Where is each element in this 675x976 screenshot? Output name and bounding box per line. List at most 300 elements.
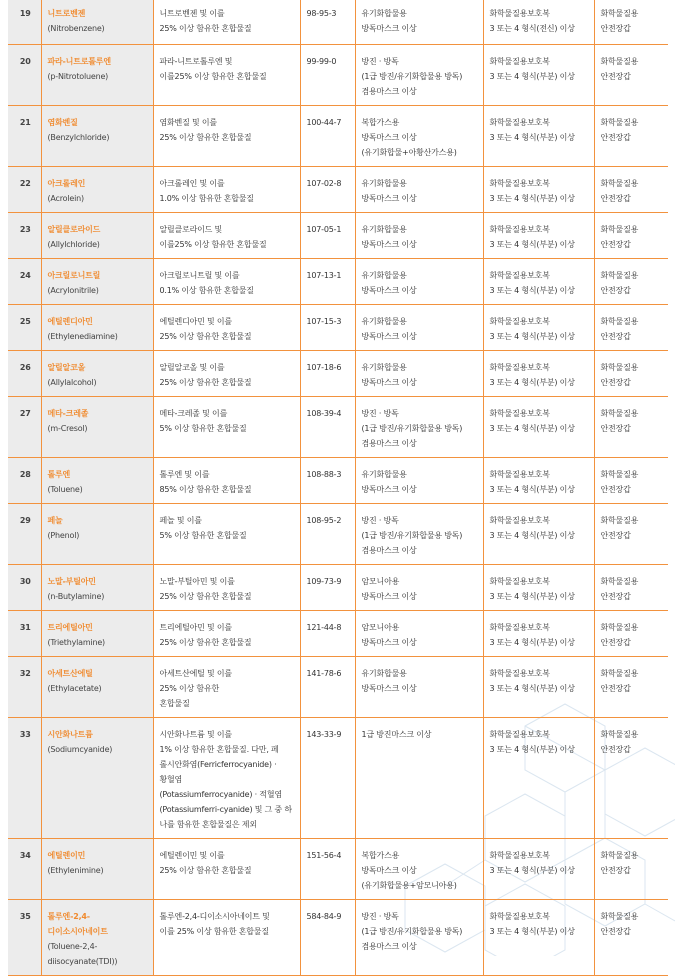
content-cell [153, 166, 300, 212]
glove-line: 화학물질용 [600, 850, 639, 860]
content-line: 에틸렌이민 및 이를 [159, 850, 225, 860]
chemical-name-cell [41, 304, 153, 350]
respirator-cell [355, 105, 483, 166]
row-number: 24 [8, 258, 41, 304]
glove-line: 안전장갑 [600, 484, 631, 494]
glove-cell [594, 457, 668, 503]
glove-line: 안전장갑 [600, 239, 631, 249]
protective-suit-line: 3 또는 4 형식(부분) 이상 [489, 744, 575, 754]
content-line: 파라-니트로톨루엔 및 [159, 56, 233, 66]
table-row [8, 717, 668, 838]
content-line: 염화벤질 및 이를 [159, 117, 217, 127]
chemical-korean-name: 아크롤레인 [47, 178, 86, 188]
respirator-cell [355, 564, 483, 610]
chemical-english-name: (Allylchloride) [47, 239, 100, 249]
respirator-line: 방진 · 방독 [361, 56, 399, 66]
chemical-english-name: (Ethylenimine) [47, 865, 104, 875]
respirator-line: (유기화합물용+암모니아용) [361, 880, 457, 890]
respirator-line: 암모니아용 [361, 576, 400, 586]
cas-number: 108-95-2 [300, 503, 355, 564]
content-cell [153, 212, 300, 258]
glove-line: 화학물질용 [600, 224, 639, 234]
chemical-english-name: (Ethylenediamine) [47, 331, 118, 341]
cas-number: 141-78-6 [300, 656, 355, 717]
cas-number: 107-13-1 [300, 258, 355, 304]
content-line: (Potassiumferri-cyanide) 및 그 중 하 [159, 804, 292, 814]
content-line: 아크릴로니트릴 및 이를 [159, 270, 240, 280]
glove-line: 화학물질용 [600, 469, 639, 479]
cas-number: 584-84-9 [300, 899, 355, 975]
chemical-korean-name: 시안화나트륨 [47, 729, 93, 739]
cas-number: 121-44-8 [300, 610, 355, 656]
glove-cell [594, 212, 668, 258]
glove-line: 안전장갑 [600, 637, 631, 647]
chemical-name-cell [41, 396, 153, 457]
chemical-korean-name: 에틸렌이민 [47, 850, 86, 860]
respirator-line: 1급 방진마스크 이상 [361, 729, 432, 739]
chemical-english-name: (Sodiumcyanide) [47, 744, 113, 754]
content-cell [153, 457, 300, 503]
glove-line: 화학물질용 [600, 117, 639, 127]
cas-number: 100-44-7 [300, 105, 355, 166]
glove-cell [594, 304, 668, 350]
protective-suit-cell [483, 717, 594, 838]
content-line: 톨루엔 및 이를 [159, 469, 210, 479]
content-cell [153, 717, 300, 838]
content-line: 25% 이상 함유한 [159, 683, 220, 693]
respirator-line: 방독마스크 이상 [361, 377, 417, 387]
glove-line: 화학물질용 [600, 408, 639, 418]
table-row [8, 166, 668, 212]
respirator-line: 방독마스크 이상 [361, 637, 417, 647]
protective-suit-line: 화학물질용보호복 [489, 515, 550, 525]
chemical-english-name: (n-Butylamine) [47, 591, 105, 601]
respirator-line: 방독마스크 이상 [361, 24, 417, 33]
respirator-line: (1급 방진/유기화합물용 방독) [361, 926, 463, 936]
chemical-korean-name: 메타-크레졸 [47, 408, 89, 418]
protective-suit-line: 화학물질용보호복 [489, 316, 550, 326]
content-cell [153, 0, 300, 44]
chemical-name-cell [41, 0, 153, 44]
row-number: 35 [8, 899, 41, 975]
chemical-name-cell [41, 564, 153, 610]
protective-suit-line: 화학물질용보호복 [489, 117, 550, 127]
glove-line: 화학물질용 [600, 316, 639, 326]
protective-suit-line: 화학물질용보호복 [489, 56, 550, 66]
glove-cell [594, 44, 668, 105]
respirator-cell [355, 44, 483, 105]
protective-suit-line: 3 또는 4 형식(부분) 이상 [489, 683, 575, 693]
cas-number: 107-18-6 [300, 350, 355, 396]
table-row [8, 656, 668, 717]
protective-suit-line: 3 또는 4 형식(부분) 이상 [489, 423, 575, 433]
content-line: 혼합물질 [159, 698, 190, 708]
glove-line: 안전장갑 [600, 591, 631, 601]
respirator-cell [355, 503, 483, 564]
protective-suit-cell [483, 396, 594, 457]
respirator-line: 유기화합물용 [361, 224, 407, 234]
content-line: 1% 이상 함유한 혼합물질. 다만, 페 [159, 744, 279, 754]
glove-line: 화학물질용 [600, 178, 639, 188]
chemical-name-cell [41, 258, 153, 304]
respirator-line: 유기화합물용 [361, 9, 407, 18]
row-number: 33 [8, 717, 41, 838]
chemical-english-name: (Toluene-2,4- diisocyanate(TDI)) [47, 941, 118, 966]
content-line: 아세트산에틸 및 이를 [159, 668, 232, 678]
glove-line: 안전장갑 [600, 331, 631, 341]
content-line: (Potassiumferrocyanide) · 적혈염 [159, 789, 282, 799]
chemical-english-name: (m-Cresol) [47, 423, 88, 433]
protective-suit-cell [483, 610, 594, 656]
content-line: 0.1% 이상 함유한 혼합물질 [159, 285, 254, 295]
respirator-cell [355, 396, 483, 457]
content-line: 25% 이상 함유한 혼합물질 [159, 377, 252, 387]
chemical-korean-name: 알릴알코올 [47, 362, 86, 372]
glove-cell [594, 503, 668, 564]
respirator-line: 유기화합물용 [361, 316, 407, 326]
chemical-name-cell [41, 350, 153, 396]
glove-cell [594, 838, 668, 899]
cas-number: 99-99-0 [300, 44, 355, 105]
protective-suit-line: 3 또는 4 형식(부분) 이상 [489, 530, 575, 540]
glove-line: 안전장갑 [600, 744, 631, 754]
content-line: 25% 이상 함유한 혼합물질 [159, 331, 252, 341]
protective-suit-line: 3 또는 4 형식(부분) 이상 [489, 285, 575, 295]
respirator-line: (1급 방진/유기화합물용 방독) [361, 71, 463, 81]
glove-line: 안전장갑 [600, 71, 631, 81]
protective-suit-line: 화학물질용보호복 [489, 362, 550, 372]
content-line: 5% 이상 함유한 혼합물질 [159, 423, 247, 433]
chemical-korean-name: 파라-니트로톨루엔 [47, 56, 111, 66]
protective-suit-cell [483, 212, 594, 258]
protective-suit-line: 3 또는 4 형식(부분) 이상 [489, 239, 575, 249]
content-line: 니트로벤젠 및 이를 [159, 9, 225, 18]
glove-line: 화학물질용 [600, 270, 639, 280]
respirator-cell [355, 717, 483, 838]
respirator-cell [355, 838, 483, 899]
chemical-korean-name: 톨루엔-2,4- 디이소시아네이트 [47, 911, 108, 936]
content-cell [153, 838, 300, 899]
glove-cell [594, 717, 668, 838]
glove-line: 화학물질용 [600, 362, 639, 372]
protective-suit-line: 화학물질용보호복 [489, 469, 550, 479]
respirator-cell [355, 0, 483, 44]
respirator-line: (유기화합물+아황산가스용) [361, 147, 457, 157]
cas-number: 143-33-9 [300, 717, 355, 838]
respirator-line: 방진 · 방독 [361, 515, 399, 525]
protective-suit-cell [483, 503, 594, 564]
row-number: 25 [8, 304, 41, 350]
row-number: 22 [8, 166, 41, 212]
content-line: 25% 이상 함유한 혼합물질 [159, 591, 252, 601]
content-line: 메타-크레졸 및 이를 [159, 408, 228, 418]
chemical-korean-name: 노말-부틸아민 [47, 576, 96, 586]
table-row [8, 457, 668, 503]
protective-suit-cell [483, 564, 594, 610]
table-row [8, 838, 668, 899]
content-line: 나를 함유한 혼합물질은 제외 [159, 819, 257, 829]
cas-number: 107-02-8 [300, 166, 355, 212]
row-number: 26 [8, 350, 41, 396]
respirator-line: 방독마스크 이상 [361, 193, 417, 203]
chemical-korean-name: 톨루엔 [47, 469, 71, 479]
table-row [8, 0, 668, 44]
content-line: 85% 이상 함유한 혼합물질 [159, 484, 252, 494]
protective-suit-line: 화학물질용보호복 [489, 850, 550, 860]
content-line: 알릴알코올 및 이를 [159, 362, 225, 372]
chemical-korean-name: 트리에틸아민 [47, 622, 93, 632]
chemical-korean-name: 아크릴로니트릴 [47, 270, 101, 280]
respirator-line: 방독마스크 이상 [361, 331, 417, 341]
glove-line: 안전장갑 [600, 423, 631, 433]
chemical-korean-name: 알릴클로라이드 [47, 224, 101, 234]
content-line: 트리에틸아민 및 이를 [159, 622, 232, 632]
respirator-cell [355, 258, 483, 304]
protective-suit-cell [483, 0, 594, 44]
respirator-cell [355, 656, 483, 717]
respirator-cell [355, 304, 483, 350]
respirator-line: 방독마스크 이상 [361, 484, 417, 494]
chemical-korean-name: 에틸렌디아민 [47, 316, 93, 326]
respirator-line: 방독마스크 이상 [361, 591, 417, 601]
glove-line: 화학물질용 [600, 911, 639, 921]
table-row [8, 304, 668, 350]
content-line: 25% 이상 함유한 혼합물질 [159, 132, 252, 142]
chemical-name-cell [41, 503, 153, 564]
chemical-name-cell [41, 899, 153, 975]
glove-line: 화학물질용 [600, 622, 639, 632]
content-line: 노말-부틸아민 및 이를 [159, 576, 235, 586]
glove-cell [594, 610, 668, 656]
glove-line: 화학물질용 [600, 668, 639, 678]
respirator-line: 겸용마스크 이상 [361, 86, 417, 96]
row-number: 28 [8, 457, 41, 503]
hazardous-chemical-table [8, 0, 668, 976]
respirator-line: (1급 방진/유기화합물용 방독) [361, 530, 463, 540]
protective-suit-cell [483, 44, 594, 105]
content-line: 이를25% 이상 함유한 혼합물질 [159, 71, 267, 81]
cas-number: 107-15-3 [300, 304, 355, 350]
cas-number: 98-95-3 [300, 0, 355, 44]
cas-number: 109-73-9 [300, 564, 355, 610]
glove-line: 화학물질용 [600, 729, 639, 739]
respirator-line: 유기화합물용 [361, 668, 407, 678]
protective-suit-line: 3 또는 4 형식(부분) 이상 [489, 484, 575, 494]
content-cell [153, 503, 300, 564]
protective-suit-cell [483, 258, 594, 304]
protective-suit-line: 화학물질용보호복 [489, 911, 550, 921]
respirator-line: 복합가스용 [361, 850, 400, 860]
respirator-cell [355, 350, 483, 396]
protective-suit-line: 3 또는 4 형식(부분) 이상 [489, 637, 575, 647]
content-line: 아크롤레인 및 이를 [159, 178, 225, 188]
glove-cell [594, 0, 668, 44]
content-line: 5% 이상 함유한 혼합물질 [159, 530, 247, 540]
respirator-line: 유기화합물용 [361, 178, 407, 188]
table-row [8, 44, 668, 105]
respirator-cell [355, 212, 483, 258]
protective-suit-line: 화학물질용보호복 [489, 9, 550, 18]
respirator-line: 방독마스크 이상 [361, 683, 417, 693]
row-number: 31 [8, 610, 41, 656]
respirator-line: 방진 · 방독 [361, 408, 399, 418]
respirator-line: 방독마스크 이상 [361, 865, 417, 875]
row-number: 29 [8, 503, 41, 564]
chemical-korean-name: 아세트산에틸 [47, 668, 93, 678]
glove-cell [594, 564, 668, 610]
content-line: 25% 이상 함유한 혼합물질 [159, 865, 252, 875]
glove-line: 안전장갑 [600, 285, 631, 295]
respirator-line: 방진 · 방독 [361, 911, 399, 921]
table-row [8, 610, 668, 656]
content-cell [153, 44, 300, 105]
chemical-english-name: (Triethylamine) [47, 637, 105, 647]
respirator-line: 유기화합물용 [361, 270, 407, 280]
table-row [8, 899, 668, 975]
respirator-line: 방독마스크 이상 [361, 239, 417, 249]
glove-line: 안전장갑 [600, 24, 631, 33]
glove-line: 화학물질용 [600, 9, 639, 18]
respirator-line: 겸용마스크 이상 [361, 545, 417, 555]
glove-line: 안전장갑 [600, 377, 631, 387]
table-row [8, 396, 668, 457]
glove-line: 화학물질용 [600, 56, 639, 66]
table-row [8, 212, 668, 258]
protective-suit-line: 3 또는 4 형식(부분) 이상 [489, 71, 575, 81]
respirator-line: 암모니아용 [361, 622, 400, 632]
cas-number: 151-56-4 [300, 838, 355, 899]
row-number: 34 [8, 838, 41, 899]
respirator-line: 방독마스크 이상 [361, 132, 417, 142]
respirator-line: 겸용마스크 이상 [361, 941, 417, 951]
chemical-english-name: (Benzylchloride) [47, 132, 110, 142]
glove-line: 안전장갑 [600, 683, 631, 693]
row-number: 23 [8, 212, 41, 258]
content-line: 페놀 및 이를 [159, 515, 202, 525]
glove-line: 안전장갑 [600, 865, 631, 875]
glove-cell [594, 258, 668, 304]
chemical-name-cell [41, 838, 153, 899]
glove-cell [594, 105, 668, 166]
content-cell [153, 610, 300, 656]
content-line: 1.0% 이상 함유한 혼합물질 [159, 193, 254, 203]
row-number: 19 [8, 0, 41, 44]
glove-cell [594, 166, 668, 212]
chemical-english-name: (Toluene) [47, 484, 83, 494]
table-body [8, 0, 668, 975]
protective-suit-line: 3 또는 4 형식(부분) 이상 [489, 377, 575, 387]
chemical-korean-name: 페놀 [47, 515, 63, 525]
protective-suit-cell [483, 838, 594, 899]
table-row [8, 350, 668, 396]
respirator-line: 유기화합물용 [361, 469, 407, 479]
protective-suit-line: 화학물질용보호복 [489, 729, 550, 739]
glove-line: 안전장갑 [600, 926, 631, 936]
protective-suit-cell [483, 656, 594, 717]
row-number: 20 [8, 44, 41, 105]
protective-suit-line: 3 또는 4 형식(부분) 이상 [489, 132, 575, 142]
row-number: 21 [8, 105, 41, 166]
content-cell [153, 899, 300, 975]
protective-suit-line: 화학물질용보호복 [489, 668, 550, 678]
row-number: 27 [8, 396, 41, 457]
content-cell [153, 350, 300, 396]
chemical-name-cell [41, 610, 153, 656]
protective-suit-cell [483, 304, 594, 350]
content-line: 25% 이상 함유한 혼합물질 [159, 24, 252, 33]
content-line: 롤시안화염(Ferricferrocyanide) · 황혈염 [159, 759, 277, 784]
respirator-line: 유기화합물용 [361, 362, 407, 372]
chemical-english-name: (p-Nitrotoluene) [47, 71, 109, 81]
respirator-cell [355, 610, 483, 656]
respirator-line: 방독마스크 이상 [361, 285, 417, 295]
content-cell [153, 304, 300, 350]
content-cell [153, 396, 300, 457]
content-line: 이를 25% 이상 함유한 혼합물질 [159, 926, 269, 936]
chemical-english-name: (Acrolein) [47, 193, 84, 203]
glove-cell [594, 656, 668, 717]
protective-suit-cell [483, 899, 594, 975]
content-line: 25% 이상 함유한 혼합물질 [159, 637, 252, 647]
content-cell [153, 105, 300, 166]
protective-suit-line: 화학물질용보호복 [489, 224, 550, 234]
cas-number: 108-88-3 [300, 457, 355, 503]
chemical-name-cell [41, 656, 153, 717]
content-cell [153, 656, 300, 717]
protective-suit-cell [483, 350, 594, 396]
protective-suit-line: 화학물질용보호복 [489, 178, 550, 188]
content-line: 톨루엔-2,4-디이소시아네이트 및 [159, 911, 270, 921]
table-row [8, 258, 668, 304]
chemical-english-name: (Phenol) [47, 530, 80, 540]
content-line: 알릴클로라이드 및 [159, 224, 223, 234]
row-number: 30 [8, 564, 41, 610]
content-line: 에틸렌디아민 및 이를 [159, 316, 232, 326]
respirator-cell [355, 457, 483, 503]
chemical-korean-name: 염화벤질 [47, 117, 78, 127]
chemical-name-cell [41, 105, 153, 166]
table-row [8, 564, 668, 610]
protective-suit-line: 3 또는 4 형식(부분) 이상 [489, 193, 575, 203]
glove-line: 화학물질용 [600, 576, 639, 586]
glove-line: 안전장갑 [600, 193, 631, 203]
table-row [8, 105, 668, 166]
protective-suit-line: 3 또는 4 형식(부분) 이상 [489, 331, 575, 341]
protective-suit-line: 화학물질용보호복 [489, 622, 550, 632]
protective-suit-line: 3 또는 4 형식(부분) 이상 [489, 926, 575, 936]
content-line: 이를25% 이상 함유한 혼합물질 [159, 239, 267, 249]
chemical-english-name: (Acrylonitrile) [47, 285, 99, 295]
respirator-line: (1급 방진/유기화합물용 방독) [361, 423, 463, 433]
content-line: 시안화나트륨 및 이를 [159, 729, 232, 739]
content-cell [153, 258, 300, 304]
protective-suit-cell [483, 457, 594, 503]
glove-line: 화학물질용 [600, 515, 639, 525]
protective-suit-line: 3 또는 4 형식(부분) 이상 [489, 865, 575, 875]
cas-number: 107-05-1 [300, 212, 355, 258]
protective-suit-cell [483, 105, 594, 166]
chemical-english-name: (Ethylacetate) [47, 683, 102, 693]
chemical-name-cell [41, 212, 153, 258]
protective-suit-line: 화학물질용보호복 [489, 408, 550, 418]
chemical-english-name: (Nitrobenzene) [47, 24, 105, 33]
chemical-english-name: (Allylalcohol) [47, 377, 97, 387]
glove-cell [594, 396, 668, 457]
protective-suit-cell [483, 166, 594, 212]
protective-suit-line: 3 또는 4 형식(부분) 이상 [489, 591, 575, 601]
chemical-name-cell [41, 717, 153, 838]
chemical-name-cell [41, 457, 153, 503]
